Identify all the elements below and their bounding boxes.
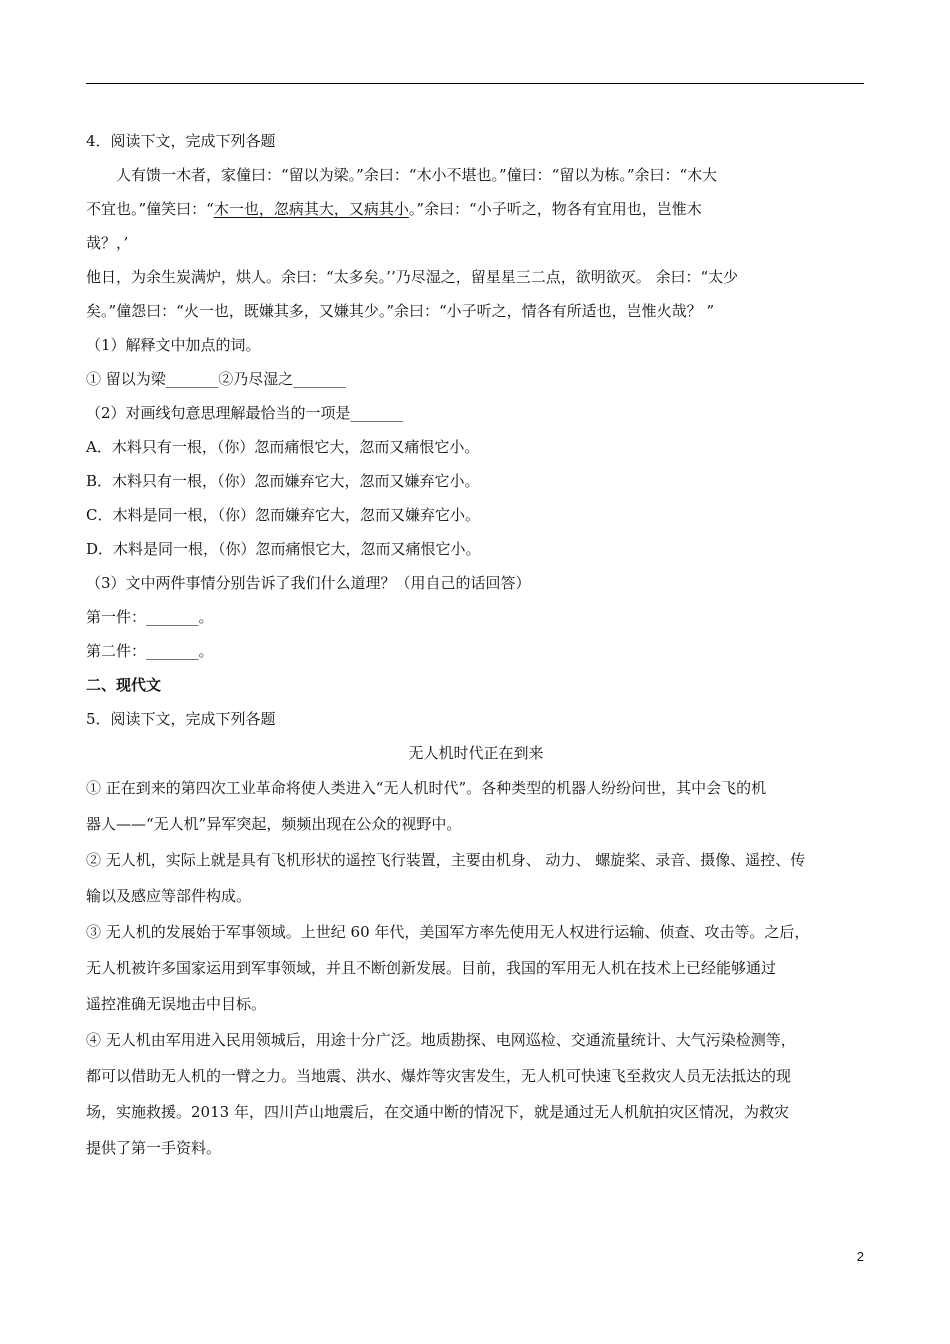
section-2-title: 二、现代文	[86, 676, 162, 694]
q4-passage-line-4: 他日，为余生炭满炉，烘人。余曰：“太多矣。’’乃尽湿之，留星星三二点，欲明欲灭。 余曰：“太少	[86, 268, 739, 286]
q4-sub1-items: ① 留以为梁_______②乃尽湿之_______	[86, 370, 346, 388]
q4-sub2: （2）对画线句意思理解最恰当的一项是_______	[86, 404, 404, 422]
q4-option-d: D．木料是同一根，（你）忽而痛恨它大，忽而又痛恨它小。	[86, 540, 481, 558]
q5-line: 都可以借助无人机的一臂之力。当地震、洪水、爆炸等灾害发生，无人机可快速飞至救灾人员无法抵达的现	[86, 1067, 792, 1085]
q5-header: 5．阅读下文，完成下列各题	[86, 710, 276, 728]
q5-line: 无人机被许多国家运用到军事领域，并且不断创新发展。目前，我国的军用无人机在技术上已经能够通过	[86, 959, 777, 977]
page-number: 2	[856, 1249, 864, 1264]
q5-line: 输以及感应等部件构成。	[86, 887, 252, 905]
q4-option-c: C．木料是同一根，（你）忽而嫌弃它大，忽而又嫌弃它小。	[86, 506, 480, 524]
q5-line: ③ 无人机的发展始于军事领域。上世纪 60 年代，美国军方率先使用无人权进行运输、侦查、攻击等。之后，	[86, 923, 810, 941]
q4-passage-line-2: 不宜也。”僮笑曰：“木一也，忽病其大，又病其小。”余曰：“小子听之，物各有宜用也，岂惟木	[86, 200, 702, 218]
q5-article-title: 无人机时代正在到来	[408, 744, 544, 762]
q5-line: 器人——“无人机”异军突起，频频出现在公众的视野中。	[86, 815, 462, 833]
q4-answer-1: 第一件：_______。	[86, 608, 214, 626]
q4-sub1: （1）解释文中加点的词。	[86, 336, 261, 354]
q5-line: 提供了第一手资料。	[86, 1139, 222, 1157]
q5-line: 场，实施救援。2013 年，四川芦山地震后，在交通中断的情况下，就是通过无人机航拍灾区情况，为救灾	[86, 1103, 789, 1121]
q4-option-a: A．木料只有一根，（你）忽而痛恨它大，忽而又痛恨它小。	[86, 438, 480, 456]
q5-line: 遥控准确无误地击中目标。	[86, 995, 267, 1013]
q4-answer-2: 第二件：_______。	[86, 642, 214, 660]
header-rule	[86, 83, 864, 84]
q4-option-b: B．木料只有一根，（你）忽而嫌弃它大，忽而又嫌弃它小。	[86, 472, 480, 490]
q5-line: ① 正在到来的第四次工业革命将使人类进入“无人机时代”。各种类型的机器人纷纷问世，其中会飞的机	[86, 779, 767, 797]
q4-passage-line-1: 人有馈一木者，家僮曰：“留以为梁。”余曰：“木小不堪也。”僮曰：“留以为栋。”余曰：“木大	[116, 166, 718, 184]
q4-passage-line-5: 矣。”僮怨曰：“火一也，既嫌其多，又嫌其少。”余曰：“小子听之，情各有所适也，岂惟火哉？ ”	[86, 302, 715, 320]
underlined-sentence: 木一也，忽病其大，又病其小	[213, 200, 409, 218]
q4-header: 4．阅读下文，完成下列各题	[86, 132, 276, 150]
q4-passage-line-3: 哉？，’	[86, 234, 129, 252]
q5-line: ④ 无人机由军用进入民用领城后，用途十分广泛。地质勘探、电网巡检、交通流量统计、大气污染检测等，	[86, 1031, 796, 1049]
q4-sub3: （3）文中两件事情分别告诉了我们什么道理？（用自己的话回答）	[86, 574, 531, 592]
page-content	[86, 124, 866, 1166]
q5-line: ② 无人机，实际上就是具有飞机形状的遥控飞行装置，主要由机身、 动力、 螺旋桨、录音、摄像、遥控、传	[86, 851, 806, 869]
